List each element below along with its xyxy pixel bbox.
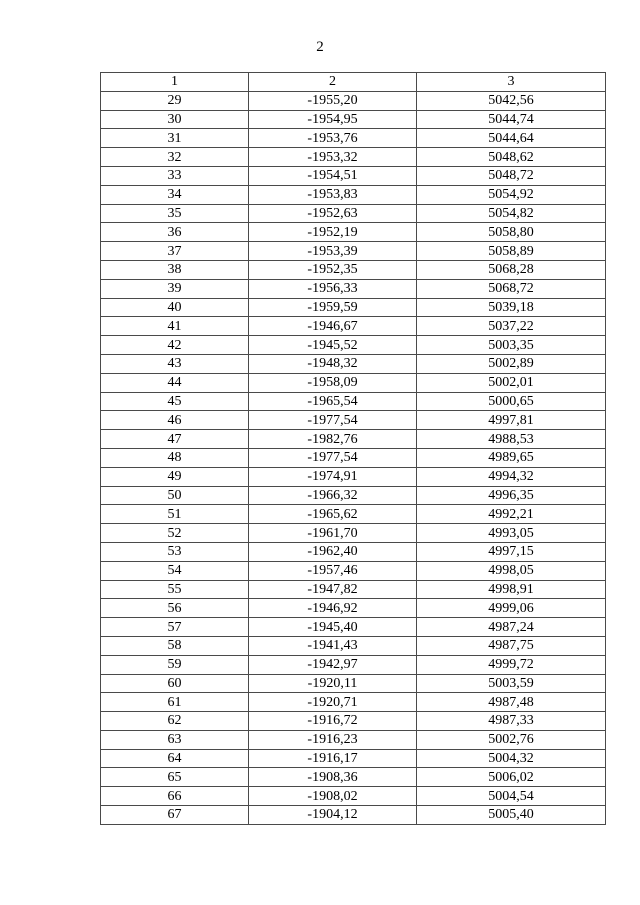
table-cell-col-2: -1974,91 [249,467,417,486]
table-cell-col-3: 4998,91 [417,580,606,599]
table-row [101,730,606,749]
table-cell-col-3: 5037,22 [417,317,606,336]
table-row [101,655,606,674]
table-row [101,486,606,505]
table-row [101,618,606,637]
table-cell-col-3: 5044,64 [417,129,606,148]
table-cell-col-3: 5058,89 [417,242,606,261]
table-row [101,636,606,655]
table-cell-col-2: -1965,62 [249,505,417,524]
table-cell-col-3: 4992,21 [417,505,606,524]
table-row [101,185,606,204]
table-cell-col-2: -1941,43 [249,636,417,655]
table-row [101,542,606,561]
table-cell-col-2: -1916,17 [249,749,417,768]
table-cell-col-1: 32 [101,148,249,167]
table-row [101,166,606,185]
table-cell-col-3: 4999,06 [417,599,606,618]
table-cell-col-1: 54 [101,561,249,580]
table-cell-col-1: 40 [101,298,249,317]
table-cell-col-2: -1916,23 [249,730,417,749]
table-cell-col-2: -1953,83 [249,185,417,204]
table-cell-col-2: -1962,40 [249,542,417,561]
table-cell-col-3: 5004,32 [417,749,606,768]
table-cell-col-2: -1953,39 [249,242,417,261]
table-cell-col-1: 50 [101,486,249,505]
table-cell-col-3: 4997,81 [417,411,606,430]
table-cell-col-2: -1977,54 [249,448,417,467]
table-row [101,260,606,279]
table-cell-col-3: 4987,24 [417,618,606,637]
table-cell-col-1: 30 [101,110,249,129]
table-cell-col-3: 4989,65 [417,448,606,467]
table-cell-col-3: 5006,02 [417,768,606,787]
table-cell-col-3: 4996,35 [417,486,606,505]
table-cell-col-2: -1954,95 [249,110,417,129]
table-cell-col-2: -1904,12 [249,806,417,825]
table-cell-col-1: 49 [101,467,249,486]
table-row [101,148,606,167]
table-row [101,110,606,129]
table-row [101,749,606,768]
table-cell-col-2: -1946,92 [249,599,417,618]
table-header-row [101,73,606,92]
table-cell-col-1: 46 [101,411,249,430]
table-row [101,223,606,242]
table-cell-col-3: 4987,48 [417,693,606,712]
table-cell-col-3: 5042,56 [417,91,606,110]
table-cell-col-1: 48 [101,448,249,467]
table-cell-col-1: 41 [101,317,249,336]
table-cell-col-1: 57 [101,618,249,637]
table-cell-col-3: 4987,33 [417,712,606,731]
table-cell-col-2: -1945,52 [249,336,417,355]
table-cell-col-1: 29 [101,91,249,110]
table-cell-col-1: 45 [101,392,249,411]
table-cell-col-1: 58 [101,636,249,655]
table-cell-col-2: -1953,32 [249,148,417,167]
page-number: 2 [316,39,324,55]
table-cell-col-2: -1954,51 [249,166,417,185]
table-cell-col-1: 51 [101,505,249,524]
table-row [101,787,606,806]
table-cell-col-3: 5002,01 [417,373,606,392]
table-row [101,91,606,110]
table-cell-col-2: -1965,54 [249,392,417,411]
table-cell-col-3: 5048,72 [417,166,606,185]
table-cell-col-3: 5002,89 [417,354,606,373]
table-row [101,129,606,148]
table-cell-col-2: -1942,97 [249,655,417,674]
table-cell-col-3: 5054,92 [417,185,606,204]
table-row [101,242,606,261]
table-cell-col-3: 5002,76 [417,730,606,749]
column-header-2: 2 [249,73,417,92]
table-cell-col-3: 5048,62 [417,148,606,167]
table-cell-col-2: -1946,67 [249,317,417,336]
column-header-1: 1 [101,73,249,92]
table-row [101,317,606,336]
table-body [101,91,606,824]
table-row [101,712,606,731]
table-row [101,336,606,355]
table-cell-col-2: -1957,46 [249,561,417,580]
table-row [101,279,606,298]
table-cell-col-2: -1958,09 [249,373,417,392]
table-cell-col-2: -1945,40 [249,618,417,637]
table-cell-col-3: 5039,18 [417,298,606,317]
table-cell-col-2: -1977,54 [249,411,417,430]
table-cell-col-1: 62 [101,712,249,731]
table-cell-col-1: 59 [101,655,249,674]
table-row [101,561,606,580]
table-row [101,768,606,787]
table-cell-col-2: -1952,19 [249,223,417,242]
table-cell-col-1: 66 [101,787,249,806]
table-cell-col-2: -1959,59 [249,298,417,317]
table-row [101,373,606,392]
table-cell-col-3: 4987,75 [417,636,606,655]
table-cell-col-2: -1956,33 [249,279,417,298]
table-cell-col-3: 4999,72 [417,655,606,674]
table-cell-col-1: 47 [101,430,249,449]
table-row [101,806,606,825]
table-cell-col-3: 4998,05 [417,561,606,580]
table-cell-col-1: 63 [101,730,249,749]
table-cell-col-1: 55 [101,580,249,599]
table-row [101,467,606,486]
table-cell-col-1: 64 [101,749,249,768]
table-cell-col-1: 31 [101,129,249,148]
table-cell-col-1: 42 [101,336,249,355]
table-row [101,204,606,223]
table-row [101,524,606,543]
table-cell-col-2: -1908,36 [249,768,417,787]
table-cell-col-2: -1953,76 [249,129,417,148]
table-cell-col-1: 33 [101,166,249,185]
table-row [101,411,606,430]
table-cell-col-2: -1961,70 [249,524,417,543]
table-row [101,599,606,618]
column-header-3: 3 [417,73,606,92]
table-row [101,505,606,524]
table-row [101,354,606,373]
table-cell-col-1: 53 [101,542,249,561]
table-row [101,693,606,712]
table-cell-col-3: 4997,15 [417,542,606,561]
table-cell-col-3: 5054,82 [417,204,606,223]
table-cell-col-2: -1920,11 [249,674,417,693]
table-cell-col-3: 5044,74 [417,110,606,129]
table-cell-col-3: 5068,28 [417,260,606,279]
table-row [101,580,606,599]
table-cell-col-2: -1908,02 [249,787,417,806]
table-cell-col-1: 35 [101,204,249,223]
table-cell-col-3: 4994,32 [417,467,606,486]
coordinates-table [100,72,606,825]
table-cell-col-1: 56 [101,599,249,618]
table-cell-col-3: 5068,72 [417,279,606,298]
table-cell-col-3: 5003,59 [417,674,606,693]
table-cell-col-3: 5005,40 [417,806,606,825]
table-cell-col-2: -1920,71 [249,693,417,712]
table-row [101,430,606,449]
table-cell-col-3: 5003,35 [417,336,606,355]
table-cell-col-3: 5000,65 [417,392,606,411]
table-cell-col-1: 52 [101,524,249,543]
table-cell-col-2: -1952,35 [249,260,417,279]
table-row [101,674,606,693]
table-cell-col-2: -1982,76 [249,430,417,449]
table-row [101,298,606,317]
table-cell-col-1: 44 [101,373,249,392]
table-cell-col-3: 5058,80 [417,223,606,242]
table-cell-col-1: 60 [101,674,249,693]
table-cell-col-1: 43 [101,354,249,373]
table-cell-col-3: 4988,53 [417,430,606,449]
table-cell-col-3: 5004,54 [417,787,606,806]
table-cell-col-3: 4993,05 [417,524,606,543]
table-cell-col-1: 38 [101,260,249,279]
table-cell-col-2: -1955,20 [249,91,417,110]
table-row [101,448,606,467]
table-cell-col-2: -1947,82 [249,580,417,599]
table-cell-col-2: -1916,72 [249,712,417,731]
table-cell-col-1: 34 [101,185,249,204]
table-cell-col-1: 61 [101,693,249,712]
table-cell-col-1: 37 [101,242,249,261]
table-cell-col-1: 65 [101,768,249,787]
table-row [101,392,606,411]
table-cell-col-2: -1966,32 [249,486,417,505]
table-cell-col-1: 67 [101,806,249,825]
table-cell-col-2: -1948,32 [249,354,417,373]
table-cell-col-1: 36 [101,223,249,242]
table-cell-col-1: 39 [101,279,249,298]
table-cell-col-2: -1952,63 [249,204,417,223]
